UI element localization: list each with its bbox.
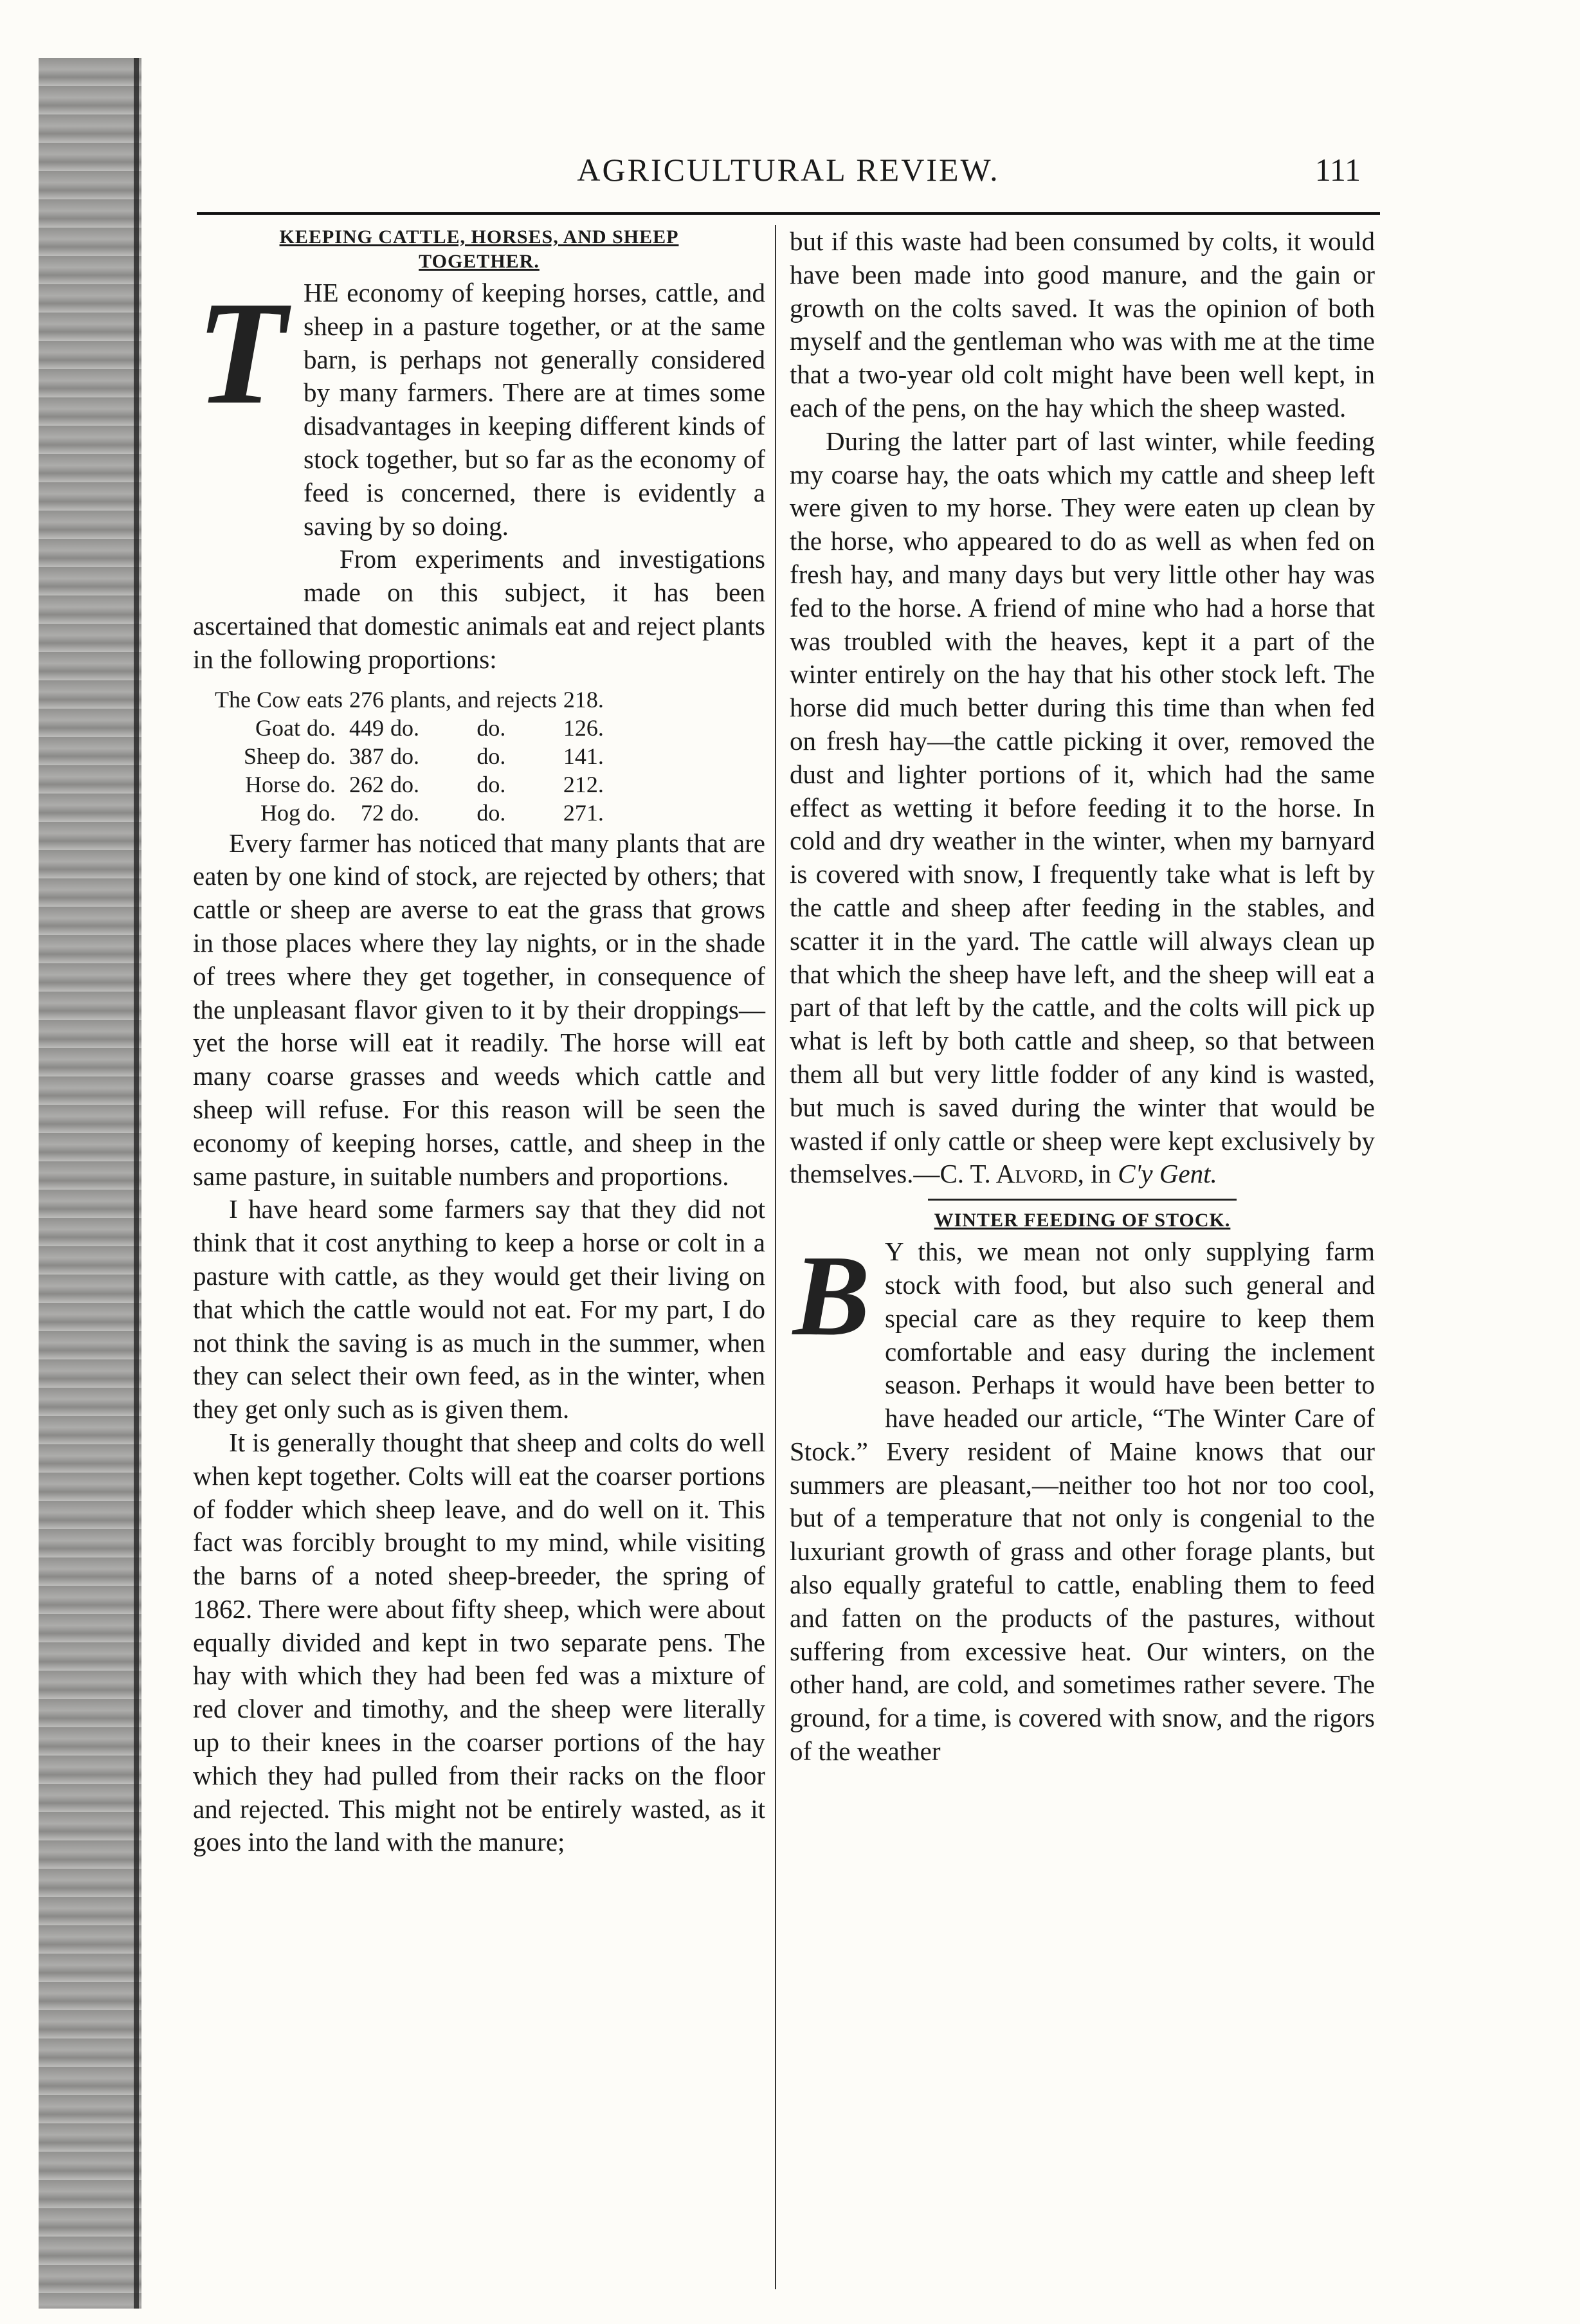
article-paragraph	[790, 1231, 1375, 1768]
table-cell: 271.	[563, 799, 604, 826]
table-cell: do.	[306, 799, 336, 826]
table-cell: 72	[360, 799, 384, 826]
table-cell: do.	[390, 743, 419, 769]
page-number: 111	[1314, 152, 1361, 188]
table-cell: Hog	[260, 799, 300, 826]
article-paragraph: but if this waste had been consumed by colts, it would have been made into good manure, and the gain or growth on the colts saved. It was the opinion of both myself and the gentleman who was with me at the time that a two-year old colt might have been well kept, in each of the pens, on the hay which the sheep wasted.	[790, 226, 1375, 422]
table-cell: do.	[477, 799, 506, 826]
paragraph-text: HE economy of keeping horses, cattle, and sheep in a pasture together, or at the same barn, is perhaps not generally considered by many farmers. There are at times some disadvantages in keeping different kinds of stock together, but so far as the economy of feed is concerned, there is evidently a saving by so doing.	[304, 278, 765, 541]
table-row	[215, 742, 610, 770]
table-cell: 212.	[563, 771, 604, 797]
table-cell: Goat	[255, 714, 300, 741]
table-cell: do.	[306, 771, 336, 797]
table-row	[215, 714, 610, 742]
article-title: WINTER FEEDING OF STOCK.	[934, 1210, 1231, 1231]
left-column	[193, 225, 765, 1859]
article-paragraph	[193, 271, 765, 543]
proportions-table	[215, 685, 610, 827]
table-cell: do.	[306, 743, 336, 769]
author-signature: C. T. Alvord,	[940, 1159, 1084, 1189]
article-title	[193, 225, 765, 274]
column-divider	[775, 225, 776, 2289]
table-cell: do.	[477, 714, 506, 741]
table-cell: Horse	[245, 771, 300, 797]
table-cell: do.	[390, 714, 419, 741]
table-cell: 126.	[563, 714, 604, 741]
article-paragraph: I have heard some farmers say that they did not think that it cost anything to keep a horse or colt in a pasture with cattle, as they would get their living on that which the cattle would not eat. For my part, I do not think the saving is as much in the summer, when they can select their own feed, as in the winter, when they get only such as is given them.	[193, 1194, 765, 1424]
table-cell: 141.	[563, 743, 604, 769]
paragraph-text: During the latter part of last winter, while feeding my coarse hay, the oats which my cattle and sheep left were given to my horse. They were eaten up clean by the horse, who appeared to do as well as when fed on fresh hay, and many days but very little other hay was fed to the horse. A friend of mine who had a horse that was troubled with the heaves, kept it a part of the winter entirely on the hay that his other stock left. The horse did much better during this time than when fed on fresh hay—the cattle picking it over, removed the dust and lighter portions of it, which had the same effect as wetting it before feeding it to the horse. In cold and dry weather in the winter, when my barnyard is covered with snow, I frequently take what is left by the cattle and sheep after feeding in the stables, and scatter it in the yard. The cattle will always clean up that which the sheep have left, and the sheep will eat a part of that left by the cattle, and the colts will pick up what is left by both cattle and sheep, so that between them all but very little fodder of any kind is wasted, but much is saved during the winter that would be wasted if only cattle or sheep were kept exclusively by themselves.—	[790, 426, 1375, 1189]
article-paragraph: From experiments and investigations made on this subject, it has been ascertained that domestic animals eat and reject plants in the following proportions:	[193, 544, 765, 674]
right-column	[790, 225, 1375, 1768]
article-paragraph: It is generally thought that sheep and colts do well when kept together. Colts will eat the coarser portions of fodder which sheep leave, and do well on it. This fact was forcibly brought to my mind, while visiting the barns of a noted sheep-breeder, the spring of 1862. There were about fifty sheep, which were about equally divided and kept in two separate pens. The hay with which they had been fed was a mixture of red clover and timothy, and the sheep were literally up to their knees in the coarser portions of the hay which they had pulled from their racks on the floor and rejected. This might not be entirely wasted, as it goes into the land with the manure;	[193, 1427, 765, 1857]
article-paragraph	[790, 425, 1375, 1191]
paragraph-text: Y this, we mean not only supplying farm stock with food, but also such general and special care as they require to keep them comfortable and easy during the inclement season. Perhaps it would have been better to have headed our article, “The Winter Care of Stock.” Every resident of Maine knows that our summers are pleasant,—neither too hot nor too cool, but of a temperature that not only is congenial to the luxuriant growth of grass and other forage plants, but also equally grateful to cattle, enabling them to feed and fatten on the products of the pastures, without suffering from excessive heat. Our winters, on the other hand, are cold, and sometimes rather severe. The ground, for a time, is covered with snow, and the rigors of the weather	[790, 1237, 1375, 1766]
table-cell: 276	[349, 686, 384, 713]
dropcap-initial: T	[195, 271, 287, 435]
dropcap-initial: B	[792, 1231, 871, 1360]
table-cell: do.	[390, 771, 419, 797]
article-title-line1: KEEPING CATTLE, HORSES, AND SHEEP	[279, 226, 679, 248]
table-cell: 218.	[563, 686, 604, 713]
binding-gutter	[39, 58, 141, 2309]
table-cell: do.	[477, 771, 506, 797]
table-row	[215, 799, 610, 827]
binding-edge	[134, 58, 139, 2309]
table-cell: do.	[390, 799, 419, 826]
table-row	[215, 770, 610, 799]
table-cell: 387	[349, 743, 384, 769]
table-cell: The Cow	[215, 686, 300, 713]
article-separator	[928, 1199, 1237, 1201]
table-cell: do.	[306, 714, 336, 741]
table-cell: 262	[349, 771, 384, 797]
table-cell: eats	[306, 686, 343, 713]
header-rule	[197, 212, 1380, 215]
source-connector: in	[1084, 1159, 1118, 1189]
table-cell: Sheep	[244, 743, 300, 769]
journal-title: AGRICULTURAL REVIEW.	[577, 152, 1000, 188]
article-paragraph: Every farmer has noticed that many plants that are eaten by one kind of stock, are rejected by others; that cattle or sheep are averse to eat the grass that grows in those places where they lay nights, or in the shade of trees where they get together, in consequence of the unpleasant flavor given to it by their droppings—yet the horse will eat it readily. The horse will eat many coarse grasses and weeds which cattle and sheep will refuse. For this reason will be seen the economy of keeping horses, cattle, and sheep in the same pasture, in suitable numbers and proportions.	[193, 828, 765, 1191]
source-citation: C'y Gent.	[1118, 1159, 1217, 1189]
article-title-line2: TOGETHER.	[419, 251, 540, 272]
table-cell: do.	[477, 743, 506, 769]
running-header	[197, 151, 1380, 203]
table-cell: plants, and rejects	[390, 686, 557, 713]
table-cell: 449	[349, 714, 384, 741]
table-row	[215, 685, 610, 714]
